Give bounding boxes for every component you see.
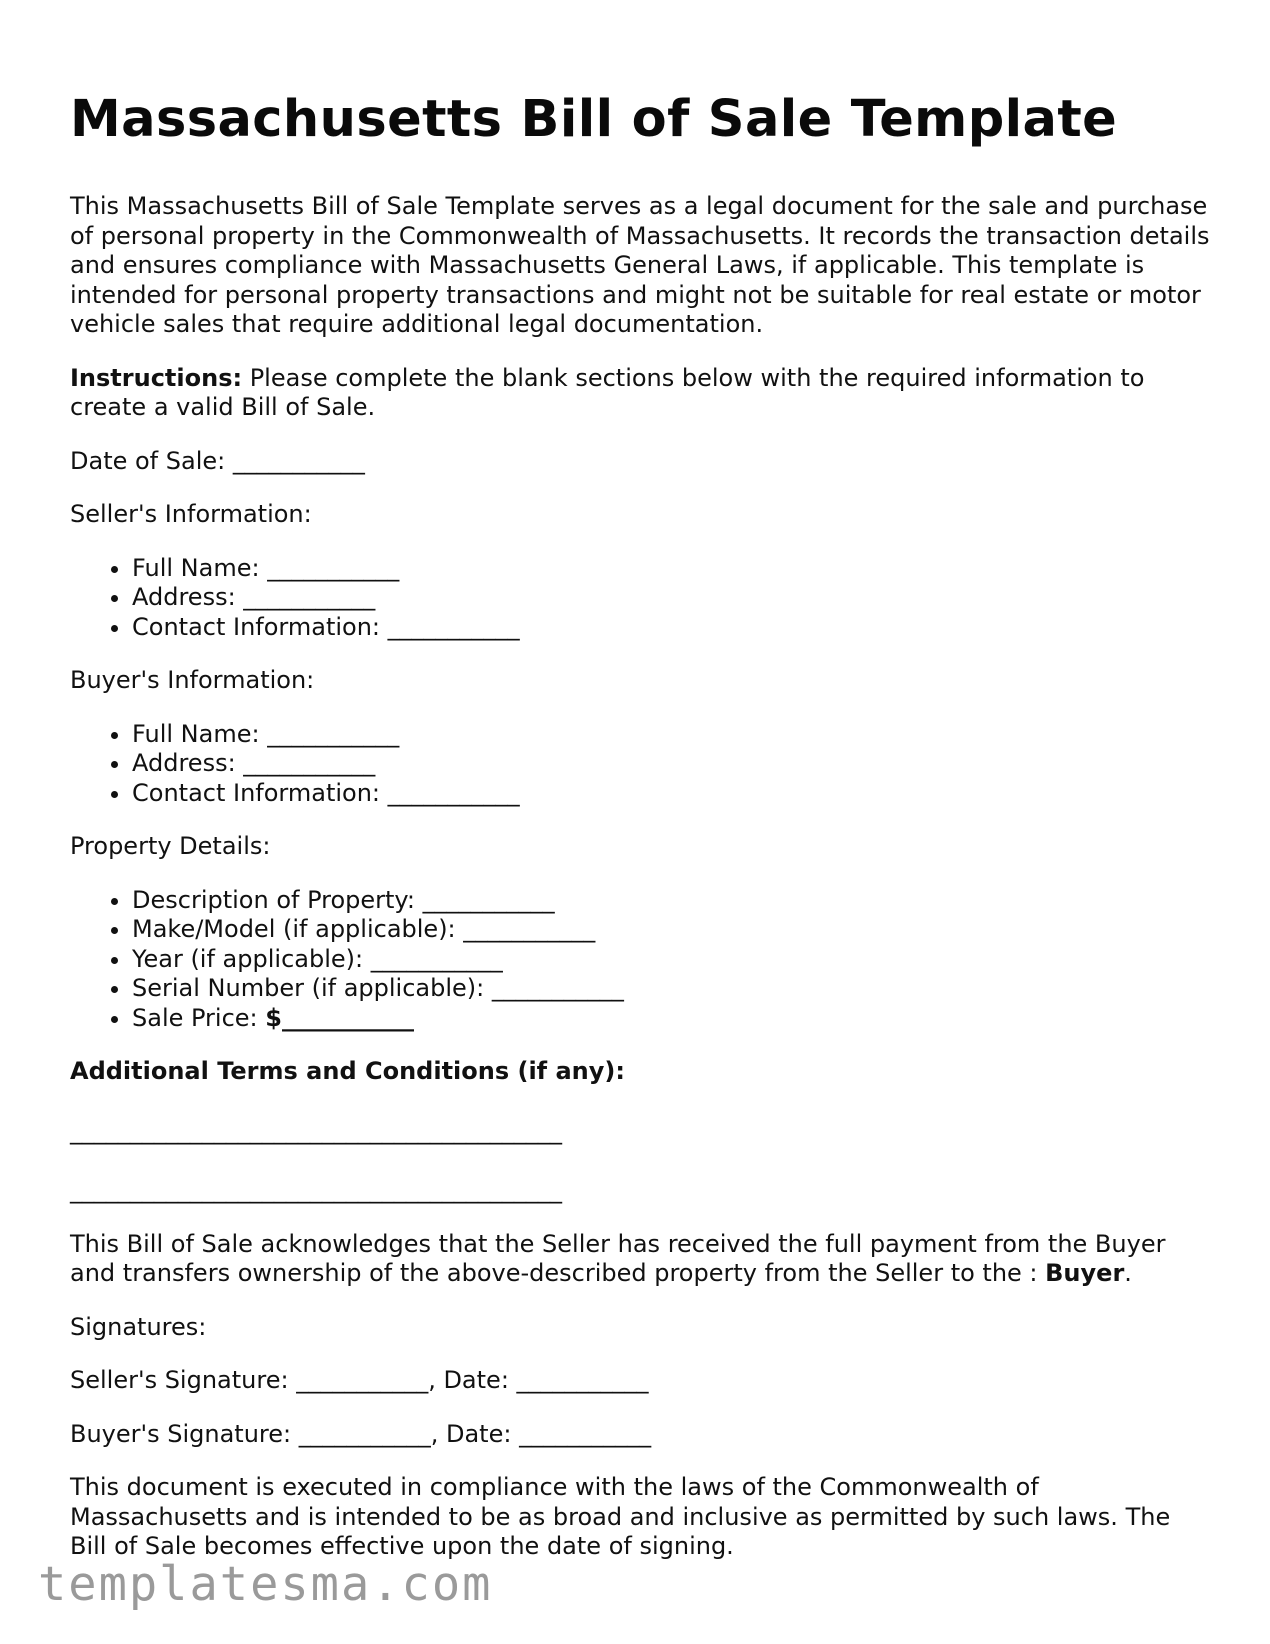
instructions-label: Instructions: (70, 363, 243, 392)
acknowledgment-buyer: Buyer (1045, 1259, 1125, 1287)
buyer-list (70, 720, 1210, 809)
instructions-paragraph (70, 364, 1210, 423)
closing-paragraph: This document is executed in compliance with the laws of the Commonwealth of Massachusetts and is intended to be as broad and inclusive as permitted by such laws. The Bill of Sale becomes effective upon the date of signing. (70, 1473, 1171, 1560)
list-item: • Year (if applicable): ___________ (132, 945, 1210, 975)
list-item: • Address: ___________ (132, 583, 1210, 613)
list-item: • Serial Number (if applicable): ___________ (132, 974, 1210, 1004)
list-item: • Address: ___________ (132, 749, 1210, 779)
acknowledgment-paragraph (70, 1230, 1210, 1289)
list-item: • Full Name: ___________ (132, 720, 1210, 750)
sale-price-value: $___________ (265, 1003, 414, 1032)
signatures-heading: Signatures: (70, 1312, 207, 1341)
list-item: • Make/Model (if applicable): ___________ (132, 915, 1210, 945)
buyer-heading: Buyer's Information: (70, 666, 315, 694)
terms-blank-line: _________________________________________ (70, 1116, 562, 1145)
property-heading: Property Details: (70, 832, 271, 860)
document-page (70, 86, 1210, 1586)
sale-price-label: Sale Price: (132, 1003, 266, 1032)
buyer-signature-line: Buyer's Signature: ___________, Date: ___________ (70, 1419, 652, 1448)
sale-price-item (132, 1004, 1210, 1034)
seller-signature-line: Seller's Signature: ___________, Date: ___________ (70, 1366, 649, 1394)
property-list (70, 886, 1210, 1034)
instructions-text: Please complete the blank sections below with the required information to create a valid Bill of Sale. (70, 363, 1145, 421)
acknowledgment-end: . (1124, 1259, 1132, 1287)
intro-paragraph: This Massachusetts Bill of Sale Template serves as a legal document for the sale and purchase of personal property in the Commonwealth of Massachusetts. It records the transaction details and ensures compliance with Massachusetts General Laws, if applicable. This template is intended for personal property transactions and might not be suitable for real estate or motor vehicle sales that require additional legal documentation. (70, 192, 1210, 338)
page-title: Massachusetts Bill of Sale Template (70, 90, 1118, 149)
terms-blank-line: _________________________________________ (70, 1176, 562, 1204)
seller-heading: Seller's Information: (70, 500, 312, 528)
list-item: • Contact Information: ___________ (132, 613, 1210, 643)
terms-heading: Additional Terms and Conditions (if any): (70, 1057, 625, 1085)
list-item: • Description of Property: ___________ (132, 886, 1210, 916)
seller-list (70, 554, 1210, 643)
date-of-sale: Date of Sale: ___________ (70, 446, 365, 475)
watermark: templatesma.com (38, 1557, 493, 1612)
acknowledgment-text: This Bill of Sale acknowledges that the Seller has received the full payment from the Buyer and transfers ownership of the above-described property from the Seller to the : (70, 1229, 1166, 1287)
list-item: • Full Name: ___________ (132, 554, 1210, 584)
list-item: • Contact Information: ___________ (132, 779, 1210, 809)
